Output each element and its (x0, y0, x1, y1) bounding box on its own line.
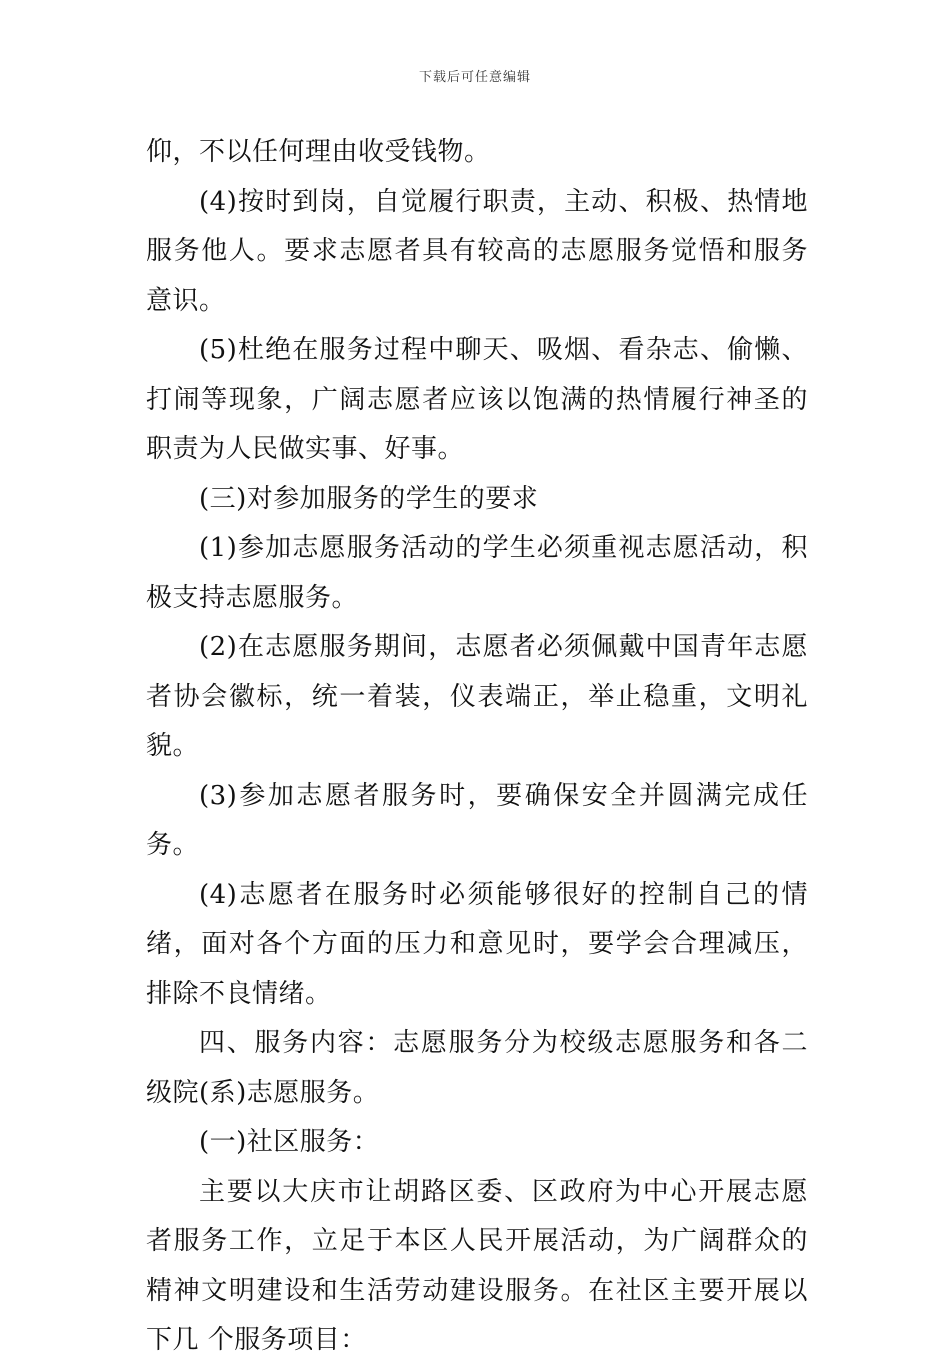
document-body (146, 128, 808, 1366)
section-heading-4: 四、服务内容：志愿服务分为校级志愿服务和各二级院(系)志愿服务。 (146, 1028, 808, 1108)
paragraph-6: (2)在志愿服务期间，志愿者必须佩戴中国青年志愿者协会徽标，统一着装，仪表端正，举止稳重，文明礼貌。 (146, 632, 808, 761)
paragraph-3: (5)杜绝在服务过程中聊天、吸烟、看杂志、偷懒、打闹等现象，广阔志愿者应该以饱满的热情履行神圣的职责为人民做实事、好事。 (146, 335, 808, 464)
paragraph-5: (1)参加志愿服务活动的学生必须重视志愿活动，积极支持志愿服务。 (146, 533, 808, 613)
subsection-heading-1: (一)社区服务： (199, 1127, 380, 1157)
paragraph-7: (3)参加志愿者服务时，要确保安全并圆满完成任务。 (146, 780, 808, 860)
page-header-note: 下载后可任意编辑 (418, 70, 531, 85)
paragraph-11: 主要以大庆市让胡路区委、区政府为中心开展志愿者服务工作，立足于本区人民开展活动，为广阔群众的精神文明建设和生活劳动建设服务。在社区主要开展以下几 个服务项目： (146, 1176, 808, 1355)
paragraph-8: (4)志愿者在服务时必须能够很好的控制自己的情绪，面对各个方面的压力和意见时，要学会合理减压，排除不良情绪。 (146, 879, 808, 1009)
paragraph-2: (4)按时到岗，自觉履行职责，主动、积极、热情地服务他人。要求志愿者具有较高的志愿服务觉悟和服务意识。 (146, 186, 808, 316)
section-heading-3: (三)对参加服务的学生的要求 (199, 483, 539, 514)
paragraph-1: 仰，不以任何理由收受钱物。 (146, 137, 491, 167)
